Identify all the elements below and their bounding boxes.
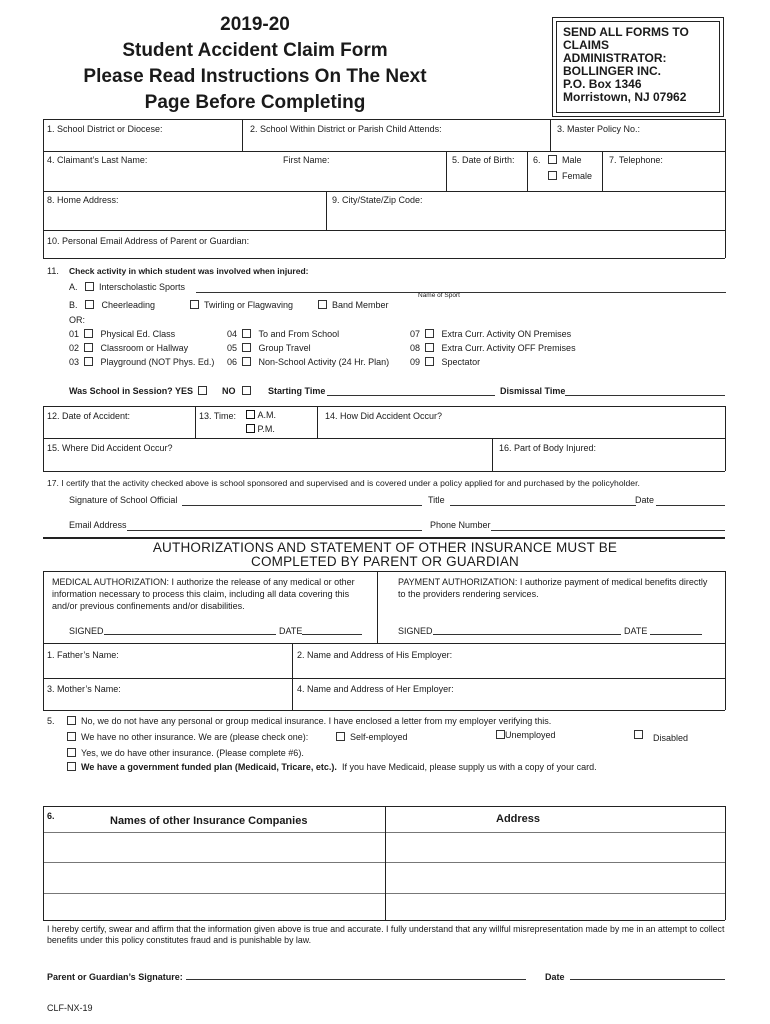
where-accident-occur-field[interactable]: 15. Where Did Accident Occur? [47, 443, 173, 453]
medical-authorization-text: MEDICAL AUTHORIZATION: I authorize the release of any medical or other information necessary to process this claim, including all data covering this and/or previous confinements and/or disabilities. [52, 577, 355, 611]
twirling-checkbox[interactable] [190, 300, 199, 309]
parent-email-field[interactable]: 10. Personal Email Address of Parent or Guardian: [47, 236, 250, 246]
activity-checkbox[interactable] [425, 343, 434, 352]
final-certification-text: I hereby certify, swear and affirm that the information given above is true and accurate. I fully understand that any willful misrepresentation made by me in an attempt to collect benefits under this policy constitutes fraud and is punishable by law. [47, 924, 725, 945]
activity-option[interactable]: 07 Extra Curr. Activity ON Premises [410, 329, 572, 339]
parent-signature-label: Parent or Guardian’s Signature: [47, 972, 183, 982]
cheerleading-option[interactable]: Cheerleading [85, 300, 155, 310]
activity-checkbox[interactable] [84, 357, 93, 366]
female-checkbox[interactable] [548, 171, 557, 180]
starting-time-label: Starting Time [268, 386, 326, 396]
form-title [40, 12, 470, 116]
title-name: Student Accident Claim Form [122, 40, 388, 61]
activity-heading: Check activity in which student was involved when injured: [69, 266, 309, 276]
time-field-label: 13. Time: [199, 411, 237, 421]
payment-authorization-text: PAYMENT AUTHORIZATION: I authorize payment of medical benefits directly to the providers rendering services. [398, 577, 708, 599]
name-of-sport-line[interactable] [196, 292, 726, 293]
medical-signature-line[interactable] [104, 634, 276, 635]
activity-option[interactable]: 08 Extra Curr. Activity OFF Premises [410, 343, 576, 353]
medical-date-label: DATE [279, 626, 303, 636]
title-year: 2019-20 [220, 14, 290, 35]
dismissal-time-label: Dismissal Time [500, 386, 566, 396]
phone-number-label: Phone Number [430, 520, 491, 530]
other-insurance-checkbox[interactable] [67, 748, 76, 757]
send-line: ADMINISTRATOR: [563, 51, 667, 65]
band-member-option[interactable]: Band Member [318, 300, 389, 310]
medical-signed-label: SIGNED [69, 626, 104, 636]
title-line[interactable] [450, 505, 636, 506]
send-line: P.O. Box 1346 [563, 77, 642, 91]
session-yes-checkbox[interactable] [198, 386, 207, 395]
send-line: SEND ALL FORMS TO [563, 25, 689, 39]
date-of-birth-field[interactable]: 5. Date of Birth: [452, 155, 515, 165]
other-insurance-option[interactable]: Yes, we do have other insurance. (Please complete #6). [67, 748, 304, 758]
session-no-checkbox[interactable] [242, 386, 251, 395]
am-option[interactable]: A.M. [246, 410, 276, 420]
no-other-insurance-option[interactable]: We have no other insurance. We are (please check one): [67, 732, 308, 742]
activity-checkbox[interactable] [242, 329, 251, 338]
part-of-body-field[interactable]: 16. Part of Body Injured: [499, 443, 597, 453]
certify-17-text: 17. I certify that the activity checked above is school sponsored and supervised and is covered under a policy applied for and purchased by the policyholder. [47, 478, 640, 488]
activity-checkbox[interactable] [84, 343, 93, 352]
form-code: CLF-NX-19 [47, 1003, 93, 1013]
government-plan-option[interactable]: We have a government funded plan (Medicaid, Tricare, etc.). If you have Medicaid, please supply us with a copy of your card. [67, 762, 597, 772]
father-employer-field[interactable]: 2. Name and Address of His Employer: [297, 650, 453, 660]
session-no-option[interactable] [242, 386, 251, 396]
male-option[interactable]: Male [548, 155, 582, 165]
school-official-signature-label: Signature of School Official [69, 495, 178, 505]
interscholastic-checkbox[interactable] [85, 282, 94, 291]
pm-checkbox[interactable] [246, 424, 255, 433]
activity-checkbox[interactable] [84, 329, 93, 338]
payment-date-label: DATE [624, 626, 648, 636]
session-no-label: NO [222, 386, 236, 396]
option-b-letter: B. [69, 300, 78, 310]
send-forms-box [552, 17, 724, 117]
father-name-field[interactable]: 1. Father’s Name: [47, 650, 119, 660]
no-insurance-option[interactable]: No, we do not have any personal or group medical insurance. I have enclosed a letter from my employer verifying this. [67, 716, 551, 726]
payment-date-line[interactable] [650, 634, 702, 635]
activity-option[interactable]: 09 Spectator [410, 357, 481, 367]
city-state-zip-field[interactable]: 9. City/State/Zip Code: [332, 195, 423, 205]
parent-date-line[interactable] [570, 979, 725, 980]
mother-employer-field[interactable]: 4. Name and Address of Her Employer: [297, 684, 454, 694]
email-address-label: Email Address [69, 520, 127, 530]
title-instructions-2: Page Before Completing [144, 92, 366, 113]
phone-number-line[interactable] [491, 530, 725, 531]
starting-time-line[interactable] [327, 395, 495, 396]
unemployed-checkbox[interactable] [496, 730, 505, 739]
no-insurance-checkbox[interactable] [67, 716, 76, 725]
parent-signature-line[interactable] [186, 979, 526, 980]
names-header: Names of other Insurance Companies [110, 815, 308, 827]
activity-checkbox[interactable] [242, 343, 251, 352]
school-district-field[interactable]: 1. School District or Diocese: [47, 124, 163, 134]
mother-name-field[interactable]: 3. Mother’s Name: [47, 684, 121, 694]
pm-option[interactable]: P.M. [246, 424, 275, 434]
activity-number: 11. [47, 266, 59, 276]
band-member-checkbox[interactable] [318, 300, 327, 309]
activity-checkbox[interactable] [425, 329, 434, 338]
send-line: BOLLINGER INC. [563, 64, 661, 78]
self-employed-option[interactable]: Self-employed [336, 732, 408, 742]
female-option[interactable]: Female [548, 171, 592, 181]
no-other-insurance-checkbox[interactable] [67, 732, 76, 741]
unemployed-option[interactable]: Unemployed [496, 730, 556, 740]
interscholastic-sports-option[interactable]: Interscholastic Sports [85, 282, 185, 292]
government-plan-checkbox[interactable] [67, 762, 76, 771]
disabled-option[interactable]: Disabled [634, 730, 688, 740]
telephone-field[interactable]: 7. Telephone: [609, 155, 663, 165]
sex-field-label: 6. [533, 155, 541, 165]
payment-signature-line[interactable] [433, 634, 621, 635]
title-instructions-1: Please Read Instructions On The Next [83, 66, 427, 87]
activity-checkbox[interactable] [242, 357, 251, 366]
medical-date-line[interactable] [302, 634, 362, 635]
claimant-first-name-field[interactable]: First Name: [283, 155, 330, 165]
or-label: OR: [69, 315, 86, 325]
official-date-label: Date [635, 495, 655, 505]
cheerleading-checkbox[interactable] [85, 300, 94, 309]
activity-option[interactable]: 06 Non-School Activity (24 Hr. Plan) [227, 357, 390, 367]
authorizations-title: AUTHORIZATIONS AND STATEMENT OF OTHER INSURANCE MUST BE COMPLETED BY PARENT OR GUARDIAN [152, 540, 618, 569]
master-policy-field[interactable]: 3. Master Policy No.: [557, 124, 641, 134]
twirling-option[interactable]: Twirling or Flagwaving [190, 300, 293, 310]
claimant-last-name-field[interactable]: 4. Claimant’s Last Name: [47, 155, 148, 165]
official-date-line[interactable] [656, 505, 725, 506]
payment-signed-label: SIGNED [398, 626, 433, 636]
activity-option[interactable]: 01 Physical Ed. Class [69, 329, 176, 339]
male-checkbox[interactable] [548, 155, 557, 164]
send-line: CLAIMS [563, 38, 609, 52]
email-address-line[interactable] [127, 530, 422, 531]
school-attended-field[interactable]: 2. School Within District or Parish Child Attends: [250, 124, 442, 134]
activity-checkbox[interactable] [425, 357, 434, 366]
option-a-letter: A. [69, 282, 78, 292]
disabled-checkbox[interactable] [634, 730, 643, 739]
title-label: Title [428, 495, 445, 505]
self-employed-checkbox[interactable] [336, 732, 345, 741]
home-address-field[interactable]: 8. Home Address: [47, 195, 119, 205]
date-of-accident-field[interactable]: 12. Date of Accident: [47, 411, 131, 421]
address-header: Address [496, 813, 541, 825]
activity-option[interactable]: 04 To and From School [227, 329, 340, 339]
school-official-signature-line[interactable] [182, 505, 422, 506]
insurance-number: 5. [47, 716, 55, 726]
activity-option[interactable]: 03 Playground (NOT Phys. Ed.) [69, 357, 215, 367]
parent-date-label: Date [545, 972, 565, 982]
activity-option[interactable]: 05 Group Travel [227, 343, 311, 353]
name-of-sport-label: Name of Sport [418, 292, 460, 299]
session-question[interactable]: Was School in Session? YES [69, 386, 207, 396]
activity-option[interactable]: 02 Classroom or Hallway [69, 343, 189, 353]
how-accident-occur-field[interactable]: 14. How Did Accident Occur? [325, 411, 443, 421]
dismissal-time-line[interactable] [565, 395, 725, 396]
companies-number: 6. [47, 811, 55, 821]
am-checkbox[interactable] [246, 410, 255, 419]
send-line: Morristown, NJ 07962 [563, 90, 687, 104]
